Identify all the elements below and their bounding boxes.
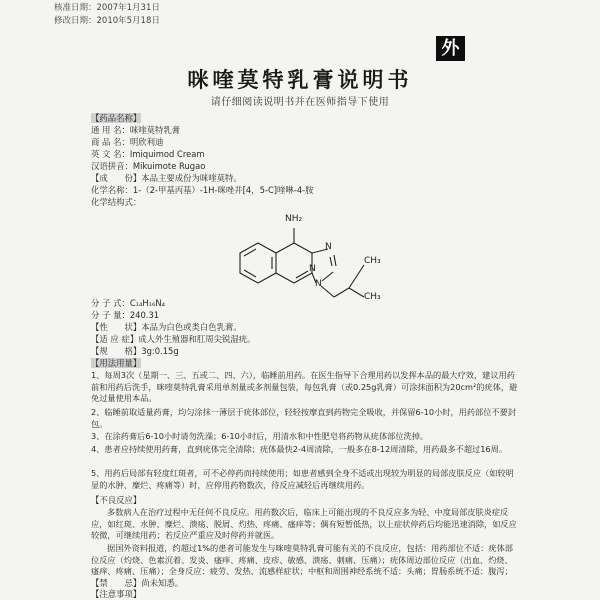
chemical-name: 化学名称：1-（2-甲基丙基）-1H-咪唑并[4，5-C]喹啉-4-胺 [91,185,314,195]
molecular-weight: 分 子 量：240.31 [91,310,160,320]
amine-label: NH₂ [285,214,303,224]
nitrogen-label-pyridine: N [309,264,316,274]
adverse-header: 【不良反应】 [91,495,142,505]
approval-date: 核准日期：2007年1月31日 [54,3,160,13]
ingredients: 【成 份】本品主要成份为咪喹莫特。 [91,173,242,183]
trade-name: 商 品 名：明欣利迪 [91,137,164,147]
usage-item: 3、在涂药膏后6-10小时请勿洗澡；6-10小时后，用清水和中性肥皂将药物从疣体部位洗掉。 [91,431,429,441]
document-title: 咪喹莫特乳膏说明书 [187,68,413,92]
usage-item: 2、临睡前取适量药膏，均匀涂抹一薄层于疣体部位，轻轻按摩直到药物完全吸收，并保留6-10小时，用药部位不要封包。 [91,407,516,429]
methyl-label-a: CH₃ [364,256,381,266]
pinyin-name: 汉语拼音：Mikuimote Rugao [91,161,206,171]
usage-item: 4、患者应持续使用药膏，直到疣体完全清除；疣体最快2-4周清除，一般多在8-12周清除，用药最多不超过16周。 [91,444,508,454]
drug-name-header: 【药品名称】 [91,113,142,123]
nitrogen-label-3: N [325,242,332,252]
contraindications: 【禁 忌】尚未知悉。 [91,578,184,588]
methyl-label-b: CH₃ [364,292,381,302]
structure-label: 化学结构式： [91,197,142,207]
adverse-paragraph-1: 多数病人在治疗过程中无任何不良反应。用药数次后，临床上可能出现的不良反应多为轻、中度局部皮肤炎症反应，如红斑、水肿、糜烂、溃疡、脱屑、灼热、疼痛、瘙痒等；偶有短暂低热，以上症状停药后均能迅速消除，如反应较微，可继续用药；若反应严重应及时停药并就医。 [91,507,517,541]
nitrogen-label-1: N [315,279,322,289]
usage-header: 【用法用量】 [91,358,142,368]
external-use-badge: 外 [436,36,465,61]
generic-name: 通 用 名：咪喹莫特乳膏 [91,125,181,135]
indications: 【适 应 症】成人外生殖器和肛周尖锐湿疣。 [91,334,256,344]
usage-item: 1、每周3次（星期一、三、五或二、四、六），临睡前用药。在医生指导下合理用药以发挥本品的最大疗效，建议用药前和用药后洗手，咪喹莫特乳膏采用单剂量或多剂量包装，每包乳膏（或0.25g乳膏）可涂抹面积为20cm²的疣体，避免过量使用本品。 [91,370,518,404]
adverse-paragraph-2: 据国外资料报道，约超过1%的患者可能发生与咪喹莫特乳膏可能有关的不良反应，包括：用药部位不适：疣体部位反应（灼烧、色素沉着、发炎、瘙痒、疼痛、皮疹、敏感、溃疡、刺痛、压痛）；疣体周边部位反应（出血、灼烧、瘙痒、疼痛、压痛）；全身反应：疲劳、发热、流感样症状；中枢和周围神经系统不适：头痛；胃肠系统不适：腹泻； [91,543,513,577]
characters: 【性 状】本品为白色或类白色乳膏。 [91,322,242,332]
precautions-header: 【注意事项】 [91,589,142,599]
english-name: 英 文 名：Imiquimod Cream [91,149,205,159]
document-subtitle: 请仔细阅读说明书并在医师指导下使用 [210,97,390,108]
specification: 【规 格】3g:0.15g [91,346,179,356]
revision-date: 修改日期：2010年5月18日 [54,16,160,26]
molecular-formula: 分 子 式：C₁₄H₁₆N₄ [91,298,166,308]
usage-item: 5、用药后局部有轻度红斑者，可不必停药而持续使用；如患者感到全身不适或出现较为明显的局部皮肤反应（如较明显的水肿、糜烂、疼痛等）时，应停用药物数次，待反应减轻后再继续用药。 [91,468,514,490]
